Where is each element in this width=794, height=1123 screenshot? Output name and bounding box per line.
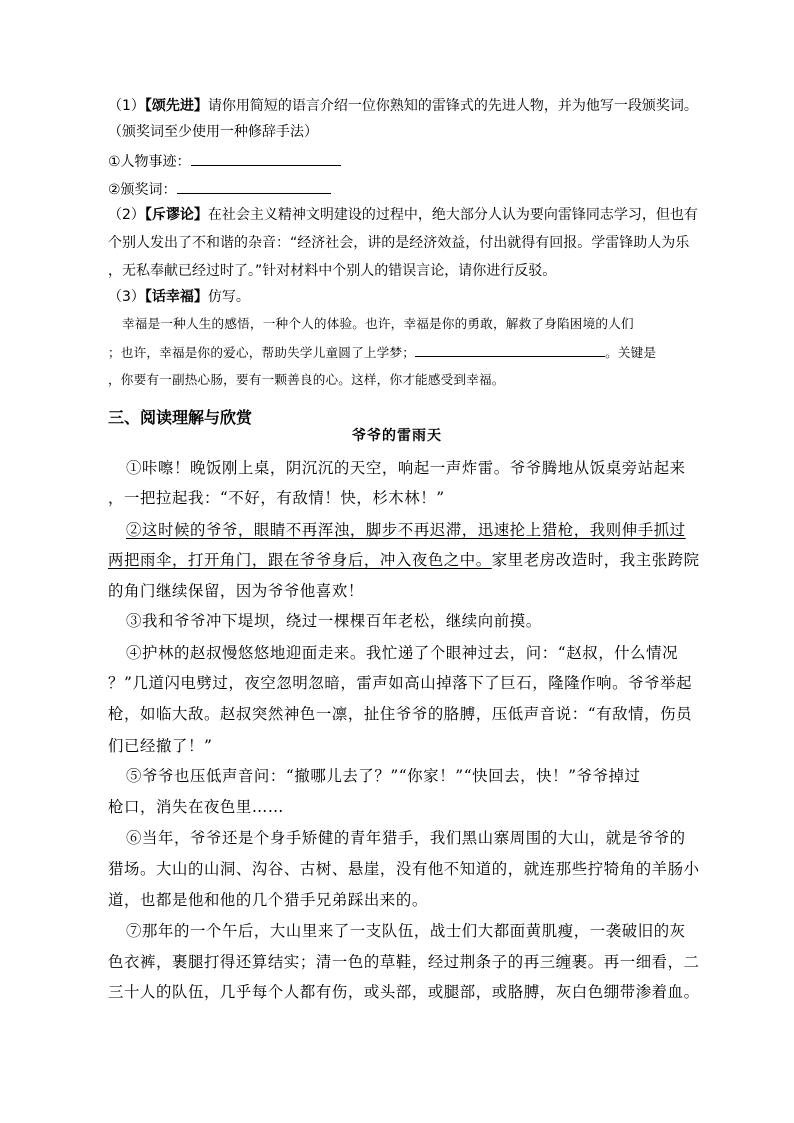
q3-tag: 【话幸福】: [144, 289, 208, 305]
q1-tag: 【颂先进】: [144, 98, 208, 114]
q2-line2: 个别人发出了不和谐的杂音：“经济社会，讲的是经济效益，付出就得有回报。学雷锋助人为乐: [108, 235, 690, 251]
article-line: 猎场。大山的山洞、沟谷、古树、悬崖，没有他不知道的，就连那些拧犄角的羊肠小: [108, 860, 700, 878]
q1-item1: [108, 151, 341, 172]
article-line: 们已经撤了！”: [108, 737, 213, 755]
q3-line: [108, 287, 250, 307]
article-line: ⑤爷爷也压低声音问：“撤哪儿去了？”“你家！”“快回去，快！”爷爷掉过: [126, 767, 641, 785]
article-line: ？”几道闪电劈过，夜空忽明忽暗，雷声如高山掉落下了巨石，隆隆作响。爷爷举起: [108, 674, 693, 692]
q1-item2-answer-blank[interactable]: [177, 179, 331, 194]
article-underlined-text: 两把雨伞，打开角门，跟在爷爷身后，冲入夜色之中。: [108, 551, 492, 569]
article-line: ③我和爷爷冲下堤坝，绕过一棵棵百年老松，继续向前摸。: [126, 612, 542, 630]
q1-item1-answer-blank[interactable]: [191, 151, 341, 166]
article-line: 色衣裤，裹腿打得还算结实；清一色的草鞋，经过荆条子的再三缠裹。再一细看，二: [108, 953, 700, 971]
article-line: 枪口，消失在夜色里……: [108, 798, 284, 816]
article-line: 枪，如临大敌。赵叔突然神色一凛，扯住爷爷的胳膊，压低声音说：“有敌情，伤员: [108, 705, 693, 723]
q3-passage-line2: [108, 342, 656, 363]
article-line: 道，也都是他和他的几个猎手兄弟踩出来的。: [108, 891, 428, 909]
q2-tag: 【斥谬论】: [144, 207, 208, 223]
q1-line: [108, 96, 698, 116]
article-line: ①咔嚓！晚饭刚上桌，阴沉沉的天空，响起一声炸雷。爷爷腾地从饭桌旁站起来: [126, 459, 686, 477]
q3-passage-line3: ，你要有一副热心肠，要有一颗善良的心。这样，你才能感受到幸福。: [108, 372, 505, 387]
q2-text-1: 在社会主义精神文明建设的过程中，绝大部分人认为要向雷锋同志学习，但也有: [207, 207, 698, 223]
q1-item2: [108, 179, 331, 200]
article-line: [108, 549, 700, 571]
q3-passage-line2-start: ；也许，幸福是你的爱心，帮助失学儿童圆了上学梦；: [108, 345, 416, 360]
q3-passage-line1: 幸福是一种人生的感悟，一种个人的体验。也许，幸福是你的勇敢，解救了身陷困境的人们: [122, 316, 634, 331]
q1-text: 请你用简短的语言介绍一位你熟知的雷锋式的先进人物，并为他写一段颁奖词。: [207, 98, 698, 114]
q1-item2-label: ②颁奖词：: [108, 182, 177, 198]
section-title: 三、阅读理解与欣赏: [108, 408, 253, 427]
q2-line3: ，无私奉献已经过时了。”针对材料中个别人的错误言论，请你进行反驳。: [108, 263, 557, 279]
article-title: 爷爷的雷雨天: [352, 428, 442, 444]
q3-number: （3）: [108, 289, 145, 305]
q3-imitation-blank[interactable]: [415, 342, 605, 357]
q3-text: 仿写。: [207, 289, 250, 305]
q1-number: （1）: [108, 98, 145, 114]
article-line: ⑦那年的一个午后，大山里来了一支队伍，战士们大都面黄肌瘦，一袭破旧的灰: [126, 922, 686, 940]
article-line: ⑥当年，爷爷还是个身手矫健的青年猎手，我们黑山寨周围的大山，就是爷爷的: [126, 829, 686, 847]
article-line: 三十人的队伍，几乎每个人都有伤，或头部，或腿部，或胳膊，灰白色绷带渗着血。: [108, 983, 700, 1001]
article-line: ④护林的赵叔慢悠悠地迎面走来。我忙递了个眼神过去，问：“赵叔，什么情况: [126, 644, 679, 662]
article-text: 家里老房改造时，我主张跨院: [491, 551, 700, 569]
q1-item1-label: ①人物事迹：: [108, 154, 191, 170]
q2-line1: [108, 205, 698, 225]
q2-number: （2）: [108, 207, 145, 223]
article-line: ，一把拉起我：“不好，有敌情！快，杉木林！”: [108, 489, 445, 507]
article-line: 的角门继续保留，因为爷爷他喜欢！: [108, 582, 364, 600]
q3-passage-line2-end: 。关键是: [605, 345, 657, 360]
q1-note: （颁奖词至少使用一种修辞手法）: [108, 124, 318, 140]
article-line-underlined: ②这时候的爷爷，眼睛不再浑浊，脚步不再迟滞，迅速抡上猎枪，我则伸手抓过: [126, 521, 686, 539]
